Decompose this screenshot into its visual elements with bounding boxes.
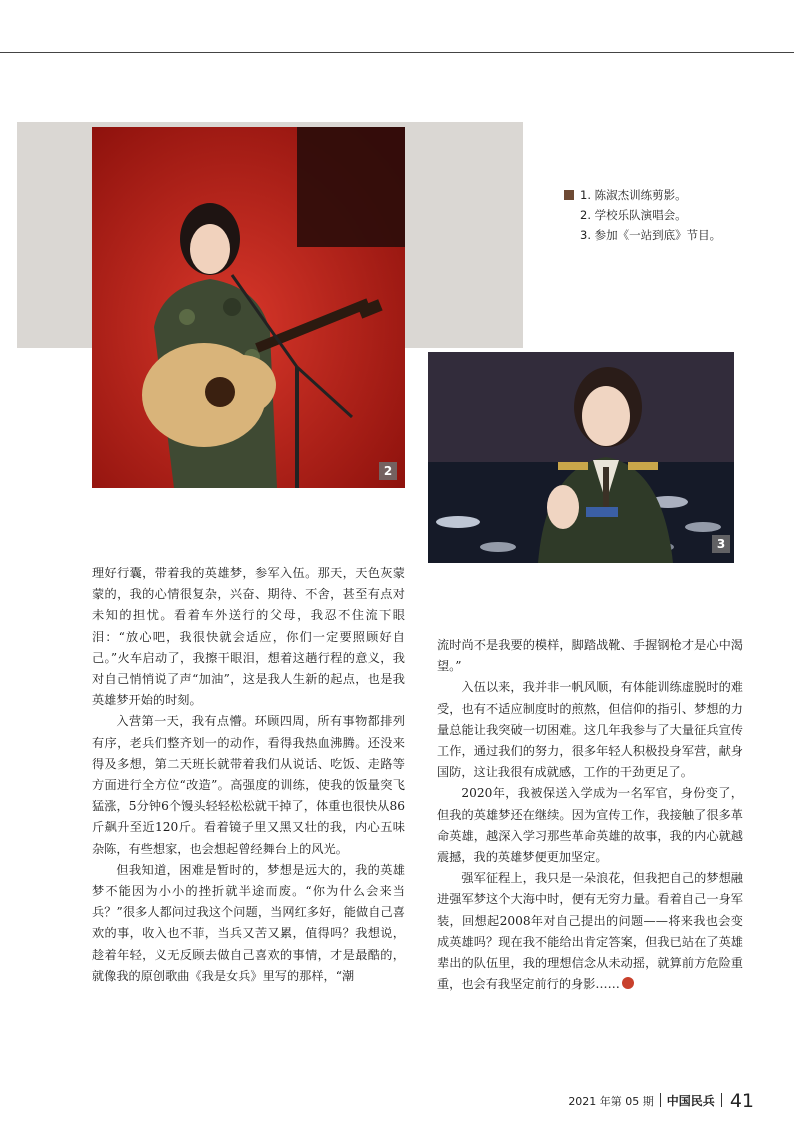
photo-number-badge: 3 [712,535,730,553]
paragraph: 但我知道，困难是暂时的，梦想是远大的，我的英雄梦不能因为小小的挫折就半途而废。“你为什么会来当兵？”很多人都问过我这个问题，当网红多好，能做自己喜欢的事，收入也不菲，当兵又苦又累，值得吗？我想说，趁着年轻，义无反顾去做自己喜欢的事情，才是最酷的，就像我的原创歌曲《我是女兵》里写的那样，“潮 [92,862,405,983]
paragraph: 入伍以来，我并非一帆风顺，有体能训练虚脱时的难受，也有不适应制度时的煎熬，但信仰的指引、梦想的力量总能让我突破一切困难。这几年我参与了大量征兵宣传工作，通过我们的努力，很多年轻人积极投身军营，献身国防，这让我很有成就感，工作的干劲更足了。 [437,680,743,780]
paragraph: 理好行囊，带着我的英雄梦，参军入伍。那天，天色灰蒙蒙的，我的心情很复杂，兴奋、期待、不舍，甚至有点对未知的担忧。看着车外送行的父母，我忍不住流下眼泪：“放心吧，我很快就会适应，你们一定要照顾好自己。”火车启动了，我擦干眼泪，想着这趟行程的意义，我对自己悄悄说了声“加油”，这是我人生新的起点，也是我英雄梦开始的时刻。 [92,566,405,708]
paragraph: 入营第一天，我有点懵。环顾四周，所有事物都排列有序，老兵们整齐划一的动作，看得我热血沸腾。还没来得及多想，第二天班长就带着我们从说话、吃饭、走路等方面进行全方位“改造”。高强度的训练，使我的饭量突飞猛涨，5分钟6个馒头轻轻松松就干掉了，体重也很快从86斤飙升至近120斤。看着镜子里又黑又壮的我，内心五味杂陈，有些想家，也会想起曾经舞台上的风光。 [92,714,405,856]
article-column-right [437,635,743,995]
page-footer [568,1090,754,1112]
caption-item [564,225,721,245]
photo-tv-show [428,352,734,563]
footer-divider [660,1093,661,1107]
paragraph: 流时尚不是我要的模样，脚踏战靴、手握钢枪才是心中渴望。” [437,638,743,674]
page-number: 41 [729,1090,754,1112]
photo-guitar-performance [92,127,405,488]
header-rule [0,52,794,53]
paragraph-final [437,868,743,995]
caption-text: 1. 陈淑杰训练剪影。 [580,188,687,202]
tv-show-image [428,352,734,563]
photo-captions [564,185,721,245]
guitar-performance-image [92,127,405,488]
caption-text: 3. 参加《一站到底》节目。 [580,228,722,242]
article-column-left [92,563,405,987]
issue-label: 2021 年第 05 期 [568,1095,654,1108]
caption-item [564,205,721,225]
paragraph: 2020年，我被保送入学成为一名军官，身份变了，但我的英雄梦还在继续。因为宣传工作，我接触了很多革命英雄，越深入学习那些革命英雄的故事，我的内心就越震撼，我的英雄梦便更加坚定。 [437,786,743,865]
caption-marker-icon [564,190,574,200]
paragraph-text: 强军征程上，我只是一朵浪花，但我把自己的梦想融进强军梦这个大海中时，便有无穷力量。看着自己一身军装，回想起2008年对自己提出的问题——将来我也会变成英雄吗？现在我不能给出肯定答案，但我已站在了英雄辈出的队伍里，我的理想信念从未动摇，就算前方危险重重，也会有我坚定前行的身影…… [437,871,743,992]
magazine-name: 中国民兵 [666,1094,715,1108]
footer-divider [721,1093,722,1107]
end-of-article-icon [622,977,634,989]
caption-item [564,185,721,205]
caption-text: 2. 学校乐队演唱会。 [580,208,687,222]
photo-number-badge: 2 [379,462,397,480]
